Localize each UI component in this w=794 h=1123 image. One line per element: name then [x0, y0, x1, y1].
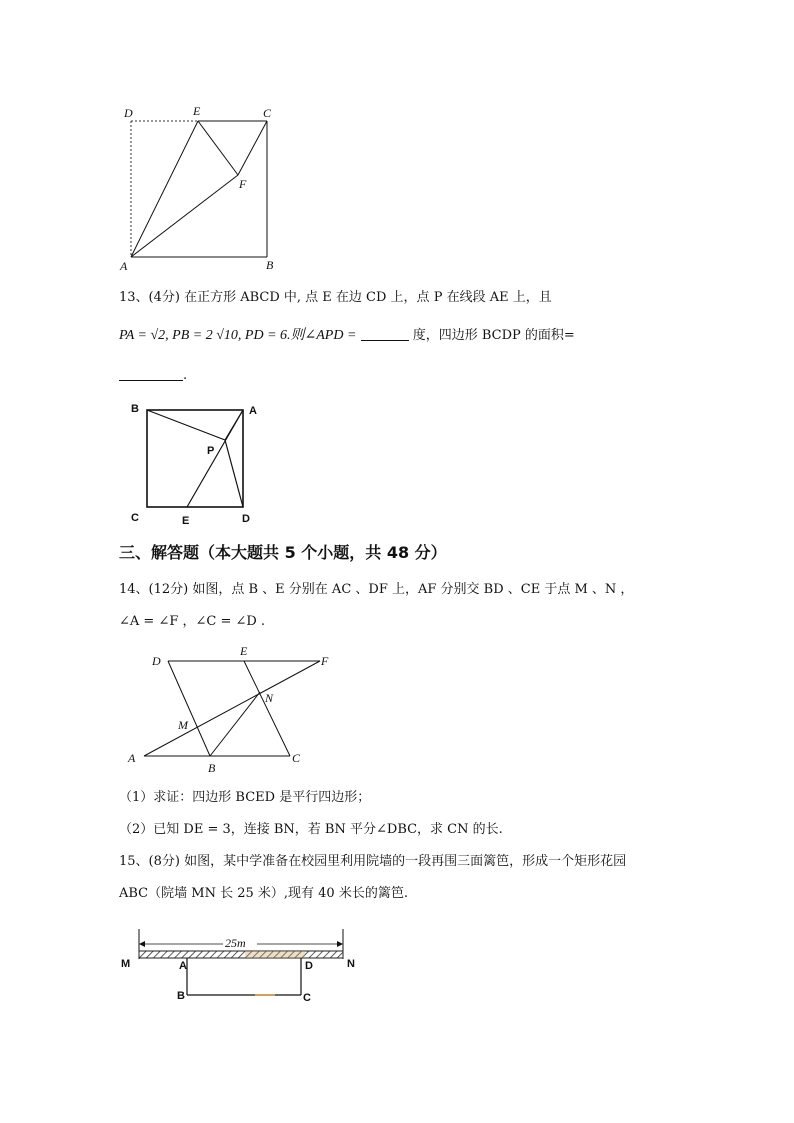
figure-parallelogram	[122, 640, 342, 780]
q13-area-prompt: 度，四边形 BCDP 的面积=	[412, 328, 575, 343]
fig4-label-b: B	[177, 990, 185, 1002]
fig3-label-m: M	[178, 718, 188, 732]
q14-part1: （1）求证：四边形 BCED 是平行四边形；	[119, 790, 371, 805]
fig3-label-a: A	[128, 751, 136, 765]
fig4-label-a: A	[179, 960, 187, 972]
fig1-label-f: F	[239, 177, 247, 191]
fig2-label-e: E	[182, 515, 190, 527]
fig3-label-d: D	[152, 654, 161, 668]
fig1-label-c: C	[263, 106, 272, 120]
fig3-label-c: C	[292, 751, 301, 765]
figure-square-pe	[125, 398, 265, 530]
fig2-label-p: P	[207, 445, 215, 457]
q13-blank-area[interactable]	[119, 366, 183, 381]
q14-line1: 14、(12分) 如图，点 B 、E 分别在 AC 、DF 上，AF 分别交 BD 、CE 于点 M 、N ，	[119, 582, 634, 597]
fig2-label-c: C	[131, 512, 139, 524]
fig3-label-f: F	[321, 654, 329, 668]
fig3-label-e: E	[240, 644, 248, 658]
fig4-dim-label: 25m	[225, 936, 246, 950]
fig4-label-c: C	[303, 992, 311, 1004]
fig1-label-d: D	[124, 106, 133, 120]
fig2-label-d: D	[242, 513, 250, 525]
q15-line1: 15、(8分) 如图，某中学准备在校园里利用院墙的一段再围三面篱笆，形成一个矩形花园	[119, 854, 627, 869]
fig3-label-b: B	[208, 761, 216, 775]
q15-line2: ABC（院墙 MN 长 25 米）,现有 40 米长的篱笆.	[119, 886, 408, 901]
fig1-label-a: A	[120, 259, 128, 273]
fig4-label-n: N	[347, 958, 355, 970]
fig3-label-n: N	[265, 691, 274, 705]
section-title: 三、解答题（本大题共 5 个小题，共 48 分）	[119, 543, 447, 562]
fig1-label-b: B	[266, 258, 274, 272]
q13-conditions: PA = √2, PB = 2 √10, PD = 6.则∠APD =	[119, 328, 357, 343]
q13-period: .	[183, 368, 188, 383]
fig1-label-e: E	[193, 104, 201, 118]
fig2-label-a: A	[249, 405, 257, 417]
q13-line1: 13、(4分) 在正方形 ABCD 中, 点 E 在边 CD 上，点 P 在线段 AE 上，且	[119, 290, 552, 305]
figure-square-aecf	[110, 100, 295, 275]
q14-part2: （2）已知 DE = 3，连接 BN，若 BN 平分∠DBC，求 CN 的长.	[119, 822, 503, 837]
q13-blank-angle[interactable]	[361, 326, 409, 341]
q14-line2: ∠A = ∠F ，∠C = ∠D .	[119, 614, 266, 629]
q13-line3	[119, 366, 187, 386]
figure-garden-wall	[115, 925, 365, 1007]
fig2-label-b: B	[131, 403, 139, 415]
fig4-label-m: M	[121, 958, 131, 970]
q13-line2	[119, 326, 575, 346]
fig4-label-d: D	[305, 960, 313, 972]
